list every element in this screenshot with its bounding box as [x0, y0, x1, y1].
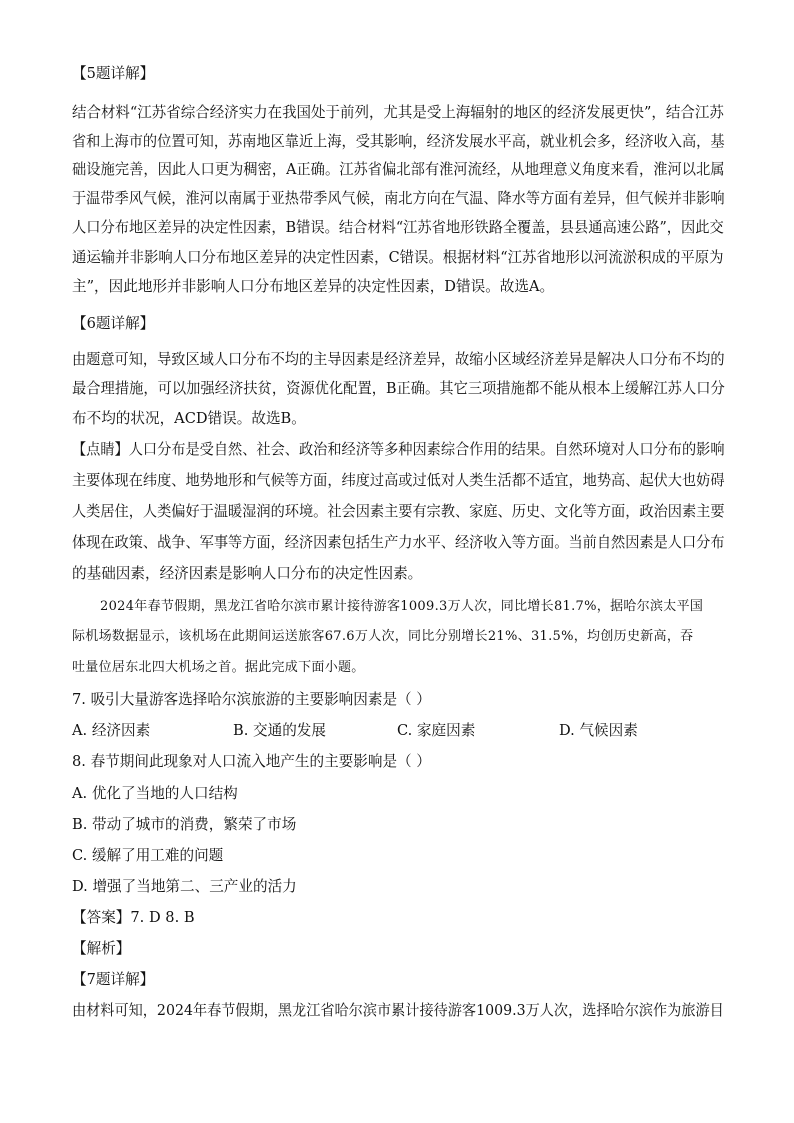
- q5-heading: 【5题详解】: [72, 65, 155, 82]
- q5-line: 人口分布地区差异的决定性因素，B错误。结合材料“江苏省地形铁路全覆盖，县县通高速公路”，因此交: [72, 219, 724, 236]
- q6-line: 最合理措施，可以加强经济扶贫，资源优化配置，B正确。其它三项措施都不能从根本上缓解江苏人口分: [72, 380, 725, 397]
- q8-option-b: B. 带动了城市的消费，繁荣了市场: [72, 816, 297, 833]
- q6-line: 布不均的状况，ACD错误。故选B。: [72, 410, 306, 427]
- q7-detail-heading: 【7题详解】: [72, 971, 155, 988]
- dianjing-line: 体现在政策、战争、军事等方面，经济因素包括生产力水平、经济收入等方面。当前自然因素是人口分布: [72, 534, 725, 551]
- q7-option-c: C. 家庭因素: [397, 722, 476, 739]
- q8-stem: 8. 春节期间此现象对人口流入地产生的主要影响是（ ）: [72, 753, 431, 770]
- q7-option-d: D. 气候因素: [559, 722, 638, 739]
- q7-option-b: B. 交通的发展: [233, 722, 326, 739]
- q7-stem: 7. 吸引大量游客选择哈尔滨旅游的主要影响因素是（ ）: [72, 691, 431, 708]
- q8-option-d: D. 增强了当地第二、三产业的活力: [72, 878, 297, 895]
- answer-line: 【答案】7. D 8. B: [72, 909, 195, 926]
- q5-line: 通运输并非影响人口分布地区差异的决定性因素，C错误。根据材料“江苏省地形以河流淤积成的平原为: [72, 249, 724, 266]
- q6-heading: 【6题详解】: [72, 315, 155, 332]
- q5-line: 省和上海市的位置可知，苏南地区靠近上海，受其影响，经济发展水平高，就业机会多，经济收入高，基: [72, 133, 725, 150]
- dianjing-line: 人类居住，人类偏好于温暖湿润的环境。社会因素主要有宗教、家庭、历史、文化等方面，政治因素主要: [72, 503, 725, 520]
- material-line: 际机场数据显示，该机场在此期间运送旅客67.6万人次，同比分别增长21%、31.5%，均创历史新高，吞: [72, 629, 694, 644]
- analysis-heading: 【解析】: [72, 940, 131, 957]
- q5-line: 结合材料“江苏省综合经济实力在我国处于前列，尤其是受上海辐射的地区的经济发展更快”，结合江苏: [72, 104, 724, 121]
- dianjing-line: 主要体现在纬度、地势地形和气候等方面，纬度过高或过低对人类生活都不适宜，地势高、起伏大也妨碍: [72, 472, 725, 489]
- q5-line: 主”，因此地形并非影响人口分布地区差异的决定性因素，D错误。故选A。: [72, 278, 555, 295]
- q6-line: 由题意可知，导致区域人口分布不均的主导因素是经济差异，故缩小区域经济差异是解决人口分布不均的: [72, 351, 725, 368]
- q8-option-a: A. 优化了当地的人口结构: [72, 785, 238, 802]
- dianjing-line: 的基础因素，经济因素是影响人口分布的决定性因素。: [72, 565, 423, 582]
- q7-option-a: A. 经济因素: [72, 722, 151, 739]
- q7-detail-line: 由材料可知，2024年春节假期，黑龙江省哈尔滨市累计接待游客1009.3万人次，选择哈尔滨作为旅游目: [72, 1002, 724, 1019]
- material-line: 吐量位居东北四大机场之首。据此完成下面小题。: [72, 660, 365, 675]
- q8-option-c: C. 缓解了用工难的问题: [72, 847, 224, 864]
- q5-line: 于温带季风气候，淮河以南属于亚热带季风气候，南北方向在气温、降水等方面有差异，但气候并非影响: [72, 190, 725, 207]
- material-line: 2024年春节假期，黑龙江省哈尔滨市累计接待游客1009.3万人次，同比增长81.7%，据哈尔滨太平国: [100, 599, 704, 614]
- q5-line: 础设施完善，因此人口更为稠密，A正确。江苏省偏北部有淮河流经，从地理意义角度来看，淮河以北属: [72, 161, 725, 178]
- dianjing-line: 【点睛】人口分布是受自然、社会、政治和经济等多种因素综合作用的结果。自然环境对人口分布的影响: [72, 441, 725, 458]
